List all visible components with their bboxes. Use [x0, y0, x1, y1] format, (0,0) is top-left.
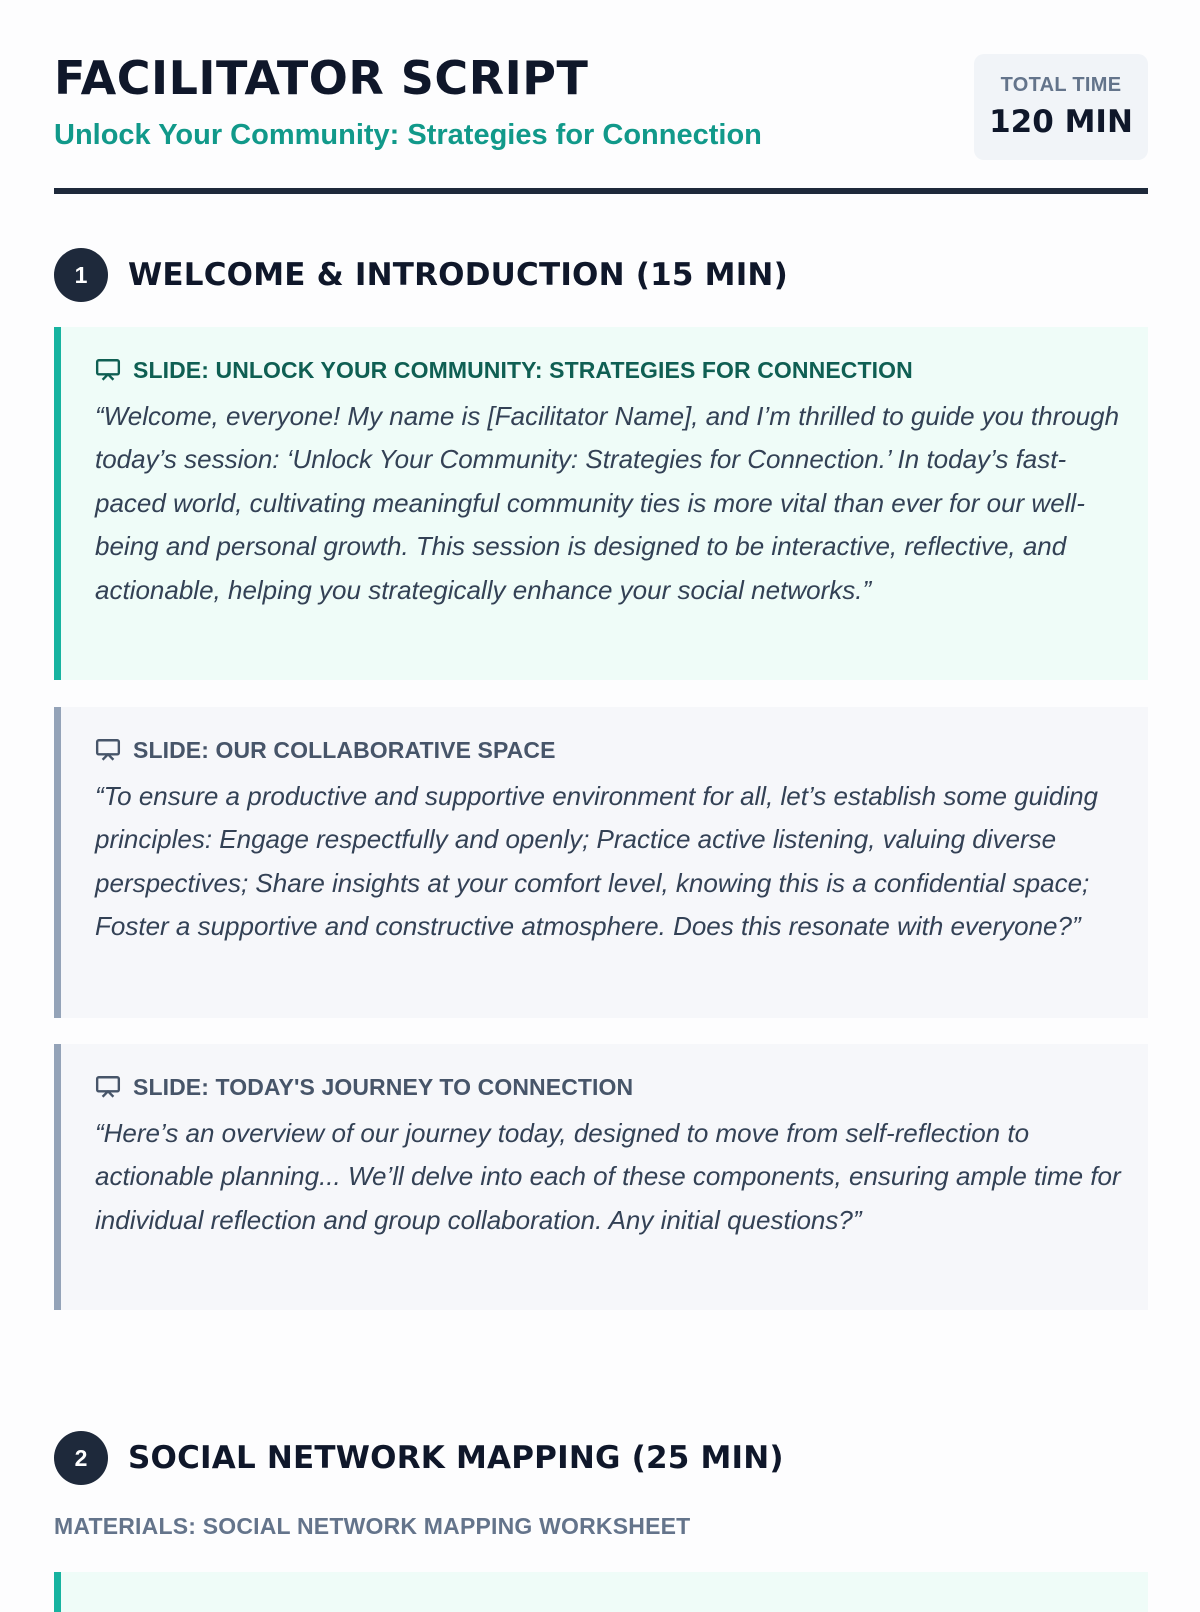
slide-title: SLIDE: TODAY'S JOURNEY TO CONNECTION — [133, 1073, 634, 1100]
slide-card — [54, 327, 1148, 680]
slide-card — [54, 707, 1148, 1018]
slide-card-partial — [54, 1572, 1148, 1612]
slide-title: SLIDE: UNLOCK YOUR COMMUNITY: STRATEGIES FOR CONNECTION — [133, 356, 913, 383]
total-time-label: TOTAL TIME — [1000, 74, 1122, 96]
document-header — [54, 0, 1148, 194]
section-heading-2 — [54, 1431, 784, 1485]
script-quote: “To ensure a productive and supportive environment for all, let’s establish some guiding principles: Engage respectfully and openly; Practice active listening, valuing diverse perspectives; Share insights at your comfort level, knowing this is a confidential space; Foster a supportive and constructive atmosphere. Does this resonate with everyone?” — [95, 781, 1099, 942]
section-number-badge: 2 — [54, 1431, 108, 1485]
presentation-icon — [95, 1074, 121, 1100]
script-quote: “Welcome, everyone! My name is [Facilitator Name], and I’m thrilled to guide you through today’s session: ‘Unlock Your Community: Strategies for Connection.’ In today’s fast-paced world, cultivating meaningful community ties is more vital than ever for our well-being and personal growth. This session is designed to be interactive, reflective, and actionable, helping you strategically enhance your social networks.” — [95, 401, 1120, 605]
presentation-icon — [95, 737, 121, 763]
section-title: SOCIAL NETWORK MAPPING (25 MIN) — [128, 1440, 784, 1476]
materials-note: MATERIALS: SOCIAL NETWORK MAPPING WORKSHEET — [54, 1513, 691, 1539]
document-title: FACILITATOR SCRIPT — [54, 51, 589, 105]
script-page — [54, 0, 1148, 1539]
document-subtitle: Unlock Your Community: Strategies for Connection — [54, 119, 762, 151]
slide-title: SLIDE: OUR COLLABORATIVE SPACE — [133, 736, 556, 763]
section-title: WELCOME & INTRODUCTION (15 MIN) — [128, 257, 788, 293]
script-quote: “Here’s an overview of our journey today, designed to move from self-reflection to actionable planning... We’ll delve into each of these components, ensuring ample time for individual reflection and group collaboration. Any initial questions?” — [95, 1118, 1121, 1235]
presentation-icon — [95, 357, 121, 383]
slide-label-row — [95, 357, 1124, 383]
total-time-box — [974, 54, 1148, 160]
section-number-badge: 1 — [54, 248, 108, 302]
total-time-value: 120 MIN — [989, 104, 1133, 140]
slide-label-row — [95, 737, 1124, 763]
section-heading-1 — [54, 248, 788, 302]
slide-label-row — [95, 1074, 1124, 1100]
slide-card — [54, 1044, 1148, 1310]
